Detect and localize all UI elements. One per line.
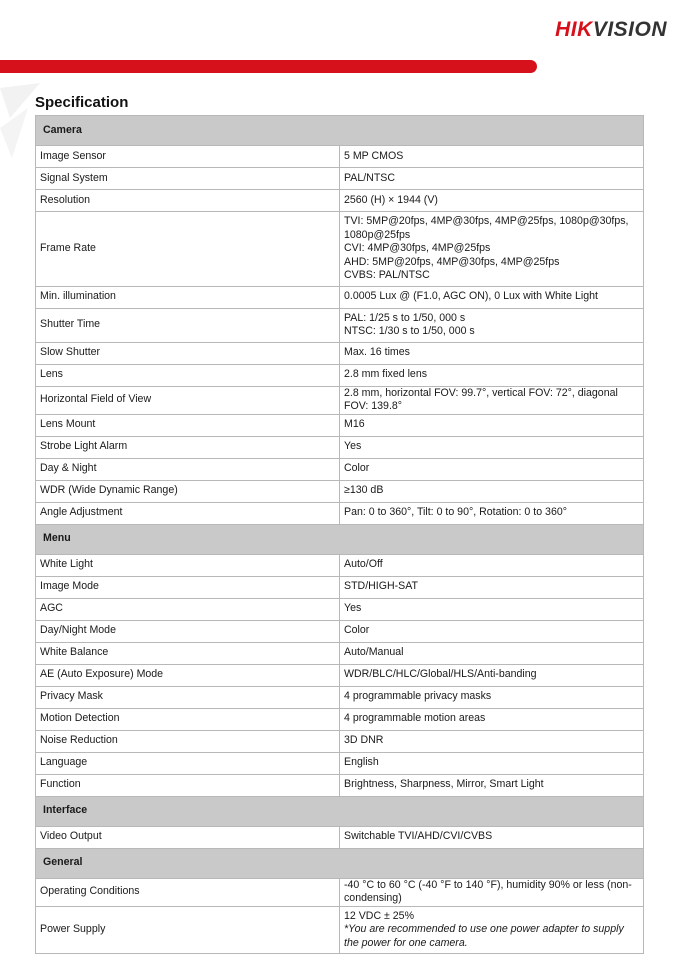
- spec-value: [340, 458, 644, 480]
- spec-label: Video Output: [36, 826, 340, 848]
- spec-value: [340, 342, 644, 364]
- spec-row: [36, 458, 644, 480]
- spec-note: *You are recommended to use one power adapter to supply the power for one camera.: [344, 923, 624, 949]
- section-header: [36, 848, 644, 878]
- spec-row: [36, 212, 644, 287]
- spec-value-line: 2.8 mm fixed lens: [344, 368, 428, 381]
- spec-value-line: 4 programmable motion areas: [344, 712, 486, 725]
- spec-value: [340, 686, 644, 708]
- spec-value-line: AHD: 5MP@20fps, 4MP@30fps, 4MP@25fps: [344, 255, 560, 268]
- spec-value-line: WDR/BLC/HLC/Global/HLS/Anti-banding: [344, 668, 537, 681]
- page-title: Specification: [35, 94, 129, 111]
- spec-row: [36, 576, 644, 598]
- spec-value-line: Yes: [344, 440, 362, 453]
- spec-row: [36, 386, 644, 414]
- logo-part-2: VISION: [592, 18, 667, 41]
- spec-value: [340, 146, 644, 168]
- spec-label: Min. illumination: [36, 286, 340, 308]
- spec-row: [36, 502, 644, 524]
- spec-value: [340, 774, 644, 796]
- spec-value-line: TVI: 5MP@20fps, 4MP@30fps, 4MP@25fps, 1080p@30fps, 1080p@25fps: [344, 215, 629, 241]
- spec-value-line: Switchable TVI/AHD/CVI/CVBS: [344, 830, 493, 843]
- section-heading: Interface: [36, 796, 644, 826]
- spec-label: White Balance: [36, 642, 340, 664]
- spec-row: [36, 642, 644, 664]
- spec-value: [340, 598, 644, 620]
- spec-value: [340, 414, 644, 436]
- spec-row: [36, 414, 644, 436]
- spec-label: Language: [36, 752, 340, 774]
- spec-value-line: Max. 16 times: [344, 346, 410, 359]
- spec-value-line: PAL: 1/25 s to 1/50, 000 s: [344, 311, 466, 324]
- spec-value-line: 3D DNR: [344, 734, 384, 747]
- spec-label: Strobe Light Alarm: [36, 436, 340, 458]
- spec-table: [35, 115, 644, 954]
- spec-label: Signal System: [36, 168, 340, 190]
- spec-label: Image Mode: [36, 576, 340, 598]
- spec-label: WDR (Wide Dynamic Range): [36, 480, 340, 502]
- spec-label: Day & Night: [36, 458, 340, 480]
- section-heading: General: [36, 848, 644, 878]
- spec-row: [36, 906, 644, 954]
- spec-value: [340, 480, 644, 502]
- section-heading: Camera: [36, 116, 644, 146]
- spec-value: [340, 752, 644, 774]
- spec-value-line: Auto/Off: [344, 558, 383, 571]
- spec-value: [340, 642, 644, 664]
- spec-value: [340, 308, 644, 342]
- spec-row: [36, 708, 644, 730]
- logo-part-1: HIK: [555, 18, 593, 41]
- spec-row: [36, 774, 644, 796]
- spec-value: [340, 878, 644, 906]
- spec-row: [36, 620, 644, 642]
- spec-value-line: Pan: 0 to 360°, Tilt: 0 to 90°, Rotation: 0 to 360°: [344, 506, 567, 519]
- spec-value-line: English: [344, 756, 379, 769]
- spec-label: Power Supply: [36, 906, 340, 954]
- spec-label: White Light: [36, 554, 340, 576]
- spec-value-line: Brightness, Sharpness, Mirror, Smart Light: [344, 778, 544, 791]
- spec-row: [36, 436, 644, 458]
- spec-value-line: ≥130 dB: [344, 484, 384, 497]
- spec-row: [36, 878, 644, 906]
- section-heading: Menu: [36, 524, 644, 554]
- spec-value-line: NTSC: 1/30 s to 1/50, 000 s: [344, 325, 475, 337]
- spec-value-line: Color: [344, 462, 370, 475]
- spec-value-line: CVBS: PAL/NTSC: [344, 269, 430, 281]
- spec-value-line: Color: [344, 624, 370, 637]
- spec-value-line: Yes: [344, 602, 362, 615]
- spec-value: [340, 730, 644, 752]
- spec-label: Shutter Time: [36, 308, 340, 342]
- spec-value-line: 2.8 mm, horizontal FOV: 99.7°, vertical FOV: 72°, diagonal FOV: 139.8°: [344, 386, 618, 412]
- spec-row: [36, 686, 644, 708]
- spec-value: [340, 436, 644, 458]
- spec-row: [36, 286, 644, 308]
- spec-label: Resolution: [36, 190, 340, 212]
- spec-label: Lens: [36, 364, 340, 386]
- spec-value-line: PAL/NTSC: [344, 171, 396, 184]
- spec-value: [340, 708, 644, 730]
- spec-row: [36, 364, 644, 386]
- spec-value-line: 12 VDC ± 25%: [344, 909, 414, 922]
- spec-label: AGC: [36, 598, 340, 620]
- spec-label: Function: [36, 774, 340, 796]
- spec-label: AE (Auto Exposure) Mode: [36, 664, 340, 686]
- spec-label: Horizontal Field of View: [36, 386, 340, 414]
- spec-row: [36, 730, 644, 752]
- spec-value-line: 5 MP CMOS: [344, 149, 404, 162]
- spec-value: [340, 554, 644, 576]
- spec-row: [36, 480, 644, 502]
- spec-value: [340, 906, 644, 954]
- spec-value: [340, 502, 644, 524]
- spec-row: [36, 168, 644, 190]
- spec-value-line: 0.0005 Lux @ (F1.0, AGC ON), 0 Lux with White Light: [344, 290, 598, 303]
- spec-value: [340, 620, 644, 642]
- spec-value: [340, 664, 644, 686]
- spec-value: [340, 286, 644, 308]
- spec-label: Slow Shutter: [36, 342, 340, 364]
- spec-row: [36, 146, 644, 168]
- spec-value-line: M16: [344, 418, 365, 431]
- spec-label: Angle Adjustment: [36, 502, 340, 524]
- spec-label: Day/Night Mode: [36, 620, 340, 642]
- spec-value: [340, 168, 644, 190]
- spec-row: [36, 190, 644, 212]
- spec-row: [36, 342, 644, 364]
- section-header: [36, 116, 644, 146]
- spec-label: Motion Detection: [36, 708, 340, 730]
- section-header: [36, 796, 644, 826]
- spec-row: [36, 308, 644, 342]
- spec-value-line: -40 °C to 60 °C (-40 °F to 140 °F), humidity 90% or less (non-condensing): [344, 878, 632, 904]
- spec-row: [36, 826, 644, 848]
- spec-label: Noise Reduction: [36, 730, 340, 752]
- spec-label: Privacy Mask: [36, 686, 340, 708]
- spec-value: [340, 826, 644, 848]
- spec-value-line: 4 programmable privacy masks: [344, 690, 492, 703]
- spec-row: [36, 664, 644, 686]
- spec-row: [36, 598, 644, 620]
- spec-label: Frame Rate: [36, 212, 340, 287]
- spec-label: Operating Conditions: [36, 878, 340, 906]
- section-header: [36, 524, 644, 554]
- spec-value: [340, 364, 644, 386]
- spec-row: [36, 554, 644, 576]
- spec-value-line: STD/HIGH-SAT: [344, 580, 418, 593]
- spec-value-line: 2560 (H) × 1944 (V): [344, 193, 438, 206]
- spec-value: [340, 190, 644, 212]
- header-red-bar: [0, 60, 537, 73]
- spec-value: [340, 386, 644, 414]
- spec-value-line: CVI: 4MP@30fps, 4MP@25fps: [344, 242, 491, 254]
- spec-value-line: Auto/Manual: [344, 646, 404, 659]
- spec-row: [36, 752, 644, 774]
- spec-value: [340, 212, 644, 287]
- spec-value: [340, 576, 644, 598]
- spec-label: Lens Mount: [36, 414, 340, 436]
- spec-label: Image Sensor: [36, 146, 340, 168]
- brand-logo: [555, 18, 667, 42]
